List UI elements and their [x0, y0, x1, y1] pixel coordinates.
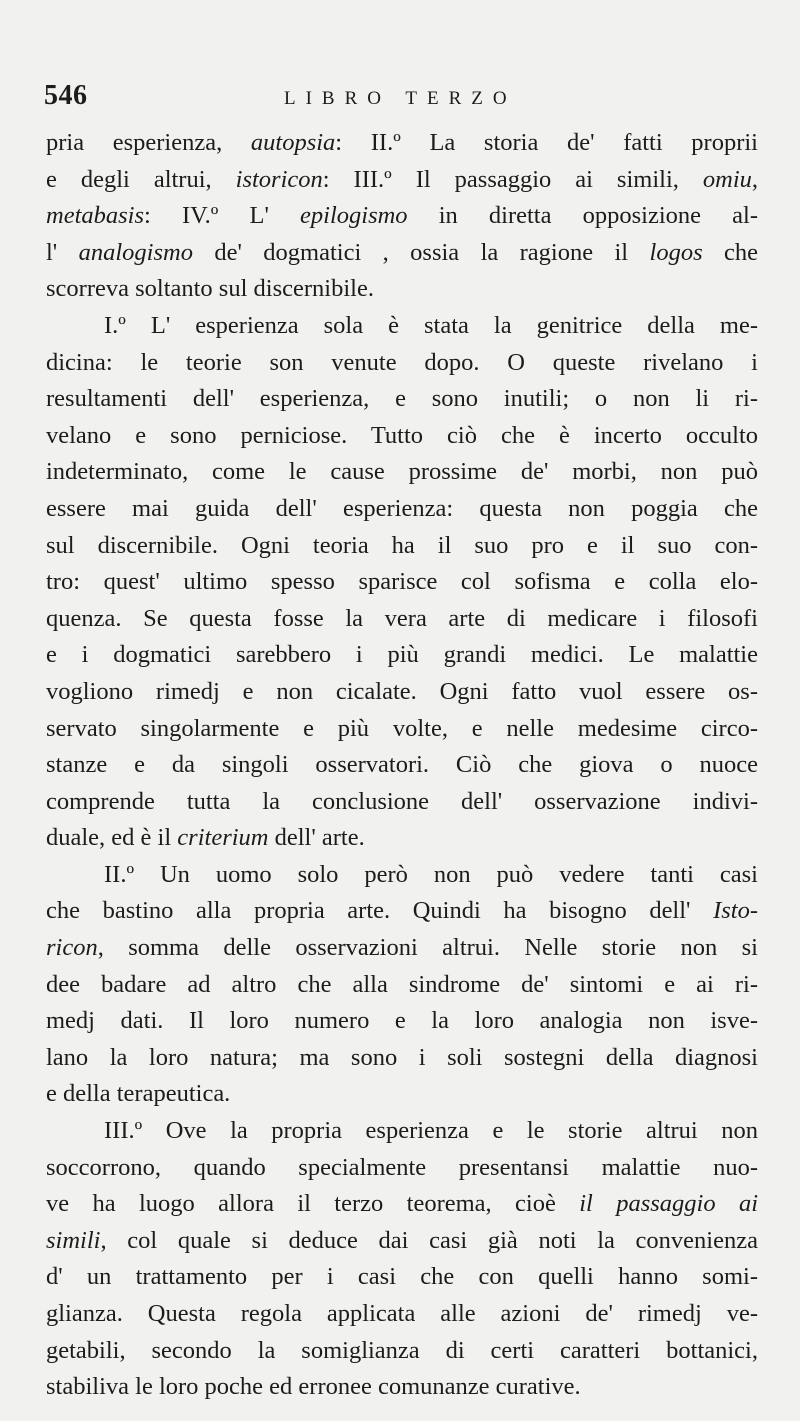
- text-line: metabasis: IV.º L' epilogismo in diretta opposizione al-: [46, 202, 758, 230]
- text-line: e i dogmatici sarebbero i più grandi medici. Le malattie: [46, 641, 758, 669]
- text-line: glianza. Questa regola applicata alle azioni de' rimedj ve-: [46, 1300, 758, 1327]
- text-line: indeterminato, come le cause prossime de' morbi, non può: [46, 458, 758, 486]
- text-line: lano la loro natura; ma sono i soli sostegni della diagnosi: [46, 1043, 758, 1071]
- text-line: d' un trattamento per i casi che con quelli hanno somi-: [46, 1263, 758, 1291]
- text-line: pria esperienza, autopsia: II.º La storia de' fatti proprii: [46, 129, 758, 156]
- page-header: [44, 80, 756, 120]
- text-line: velano e sono perniciose. Tutto ciò che è incerto occulto: [46, 421, 758, 449]
- text-line: vogliono rimedj e non cicalate. Ogni fatto vuol essere os-: [46, 677, 758, 705]
- text-line: II.º Un uomo solo però non può vedere tanti casi: [104, 860, 758, 888]
- text-line: dicina: le teorie son venute dopo. O queste rivelano i: [46, 348, 758, 376]
- body-text: [46, 125, 758, 1406]
- text-line: medj dati. Il loro numero e la loro analogia non isve-: [46, 1007, 758, 1035]
- text-line: resultamenti dell' esperienza, e sono inutili; o non li ri-: [46, 385, 758, 413]
- text-line: e degli altrui, istoricon: III.º Il passaggio ai simili, omiu,: [46, 165, 758, 193]
- text-line: soccorrono, quando specialmente presentansi malattie nuo-: [46, 1153, 758, 1181]
- running-head: LIBRO TERZO: [284, 88, 517, 109]
- text-line: comprende tutta la conclusione dell' osservazione indivi-: [46, 787, 758, 815]
- text-line: sul discernibile. Ogni teoria ha il suo pro e il suo con-: [46, 531, 758, 559]
- text-line: servato singolarmente e più volte, e nelle medesime circo-: [46, 714, 758, 742]
- text-line: e della terapeutica.: [46, 1080, 231, 1108]
- text-line: dee badare ad altro che alla sindrome de' sintomi e ai ri-: [46, 970, 758, 998]
- text-line: quenza. Se questa fosse la vera arte di medicare i filosofi: [46, 604, 758, 632]
- text-line: stanze e da singoli osservatori. Ciò che giova o nuoce: [46, 751, 758, 779]
- text-line: stabiliva le loro poche ed erronee comunanze curative.: [46, 1373, 581, 1401]
- text-line: simili, col quale si deduce dai casi già noti la convenienza: [46, 1226, 758, 1254]
- text-line: III.º Ove la propria esperienza e le storie altrui non: [104, 1117, 758, 1145]
- text-line: l' analogismo de' dogmatici , ossia la ragione il logos che: [46, 238, 758, 266]
- text-line: ve ha luogo allora il terzo teorema, cioè il passaggio ai: [46, 1190, 758, 1218]
- text-line: duale, ed è il criterium dell' arte.: [46, 824, 365, 852]
- text-line: getabili, secondo la somiglianza di certi caratteri bottanici,: [46, 1336, 758, 1364]
- text-line: ricon, somma delle osservazioni altrui. Nelle storie non si: [46, 934, 758, 962]
- text-line: essere mai guida dell' esperienza: questa non poggia che: [46, 494, 758, 522]
- text-line: tro: quest' ultimo spesso sparisce col sofisma e colla elo-: [46, 568, 758, 596]
- text-line: che bastino alla propria arte. Quindi ha bisogno dell' Isto-: [46, 897, 758, 925]
- text-line: I.º L' esperienza sola è stata la genitrice della me-: [104, 311, 758, 339]
- text-line: scorreva soltanto sul discernibile.: [46, 275, 374, 303]
- page-number: 546: [44, 80, 88, 111]
